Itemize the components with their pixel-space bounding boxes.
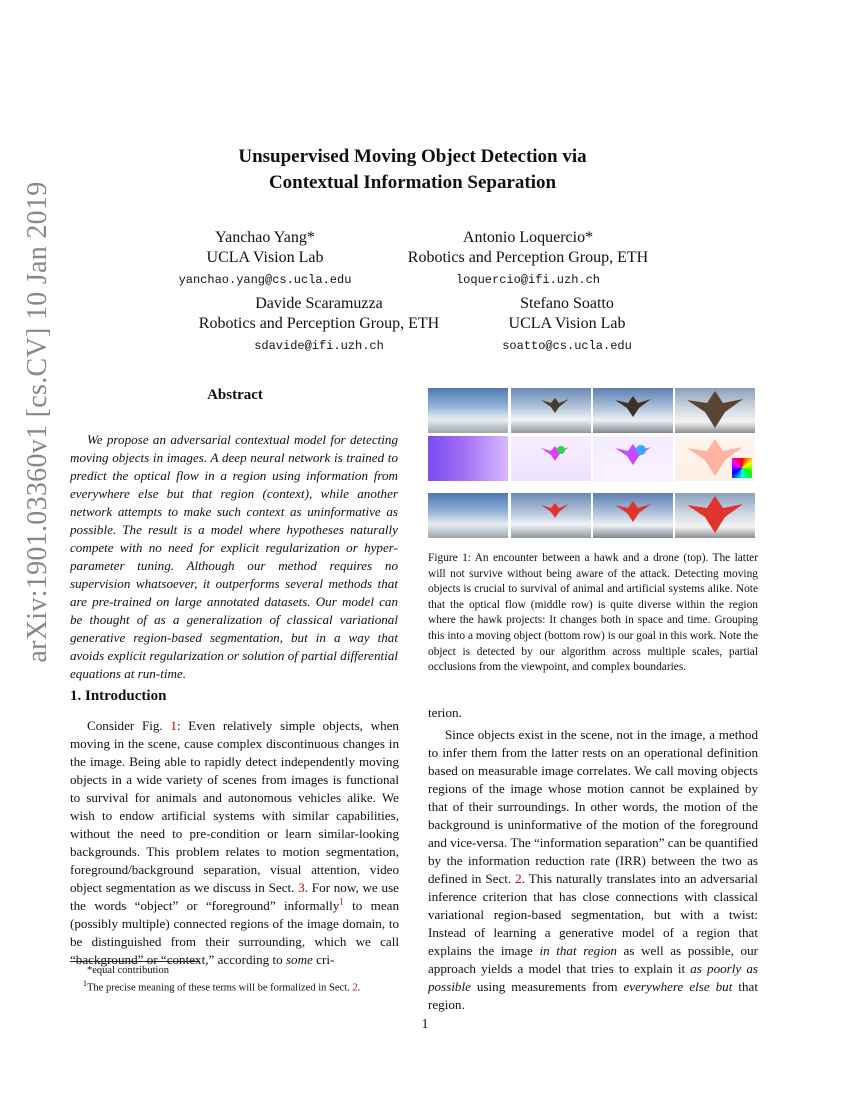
segmentation-thumbnail [428, 493, 508, 538]
author-name: Antonio Loquercio* [462, 229, 594, 246]
optical-flow-thumbnail [511, 436, 591, 481]
hawk-icon [541, 394, 569, 414]
frame-thumbnail [511, 388, 591, 433]
author-block-soatto [482, 294, 652, 357]
figure-1-image-grid [428, 388, 758, 538]
arxiv-stamp: arXiv:1901.03360v1 [cs.CV] 10 Jan 2019 [22, 181, 53, 663]
footnote-1: $^1$The precise meaning of these terms will be formalized in Sect. 2. [83, 979, 361, 994]
intro-paragraph-1-continued: terion. [428, 705, 462, 720]
author-email[interactable]: soatto@cs.ucla.edu [502, 339, 632, 353]
author-affiliation: UCLA Vision Lab [206, 249, 324, 266]
author-name: Yanchao Yang* [215, 229, 315, 246]
hawk-icon [615, 392, 651, 418]
mask-icon [541, 499, 569, 519]
intro-paragraph-2: Since objects exist in the scene, not in the image, a method to infer them from the latter rests on an operational definition based on measurable image correlates. We call moving objects regions of the image whose motion cannot be explained by that of their surroundings. In other words, the motion of the background is uninformative of the motion of the foreground and vice-versa. The “information separation” can be quantified by the information reduction rate (IRR) between the two as defined in Sect. 2. This naturally translates into an adversarial inference criterion that has close connections with classical variational region-based segmentation, but with a twist: Instead of learning a generative model of a region that explains the image in that region as well as possible, our approach yields a model that tries to explain it as poorly as possible using measurements from everywhere else but that region. [428, 727, 759, 1012]
mask-icon [615, 497, 651, 523]
author-affiliation: UCLA Vision Lab [508, 315, 626, 332]
section-reference-link[interactable]: 2 [352, 982, 358, 994]
author-email[interactable]: loquercio@ifi.uzh.ch [455, 273, 601, 287]
flow-blob-icon [541, 442, 569, 462]
mask-icon [687, 493, 743, 533]
title-line-2: Contextual Information Separation [268, 172, 557, 193]
optical-flow-thumbnail [593, 436, 673, 481]
author-block-scaramuzza [188, 294, 450, 357]
author-name: Davide Scaramuzza [255, 295, 383, 312]
segmentation-thumbnail [675, 493, 755, 538]
abstract-heading: Abstract [207, 387, 263, 403]
author-email[interactable]: sdavide@ifi.uzh.ch [254, 339, 384, 353]
author-block-loquercio [398, 228, 658, 291]
author-name: Stefano Soatto [520, 295, 614, 312]
title-line-1: Unsupervised Moving Object Detection via [238, 146, 587, 167]
author-block-yang [170, 228, 360, 291]
section-heading-introduction: 1. Introduction [70, 688, 167, 704]
footnote-marker-link[interactable]: 1 [339, 896, 344, 907]
optical-flow-thumbnail [428, 436, 508, 481]
frame-thumbnail [428, 388, 508, 433]
section-reference-link[interactable]: 2 [515, 871, 522, 886]
segmentation-thumbnail [593, 493, 673, 538]
footnote-rule [70, 961, 200, 962]
optical-flow-thumbnail [675, 436, 755, 481]
figure-1-caption: Figure 1: An encounter between a hawk and a drone (top). The latter will not survive without being aware of the attack. Detecting moving objects is crucial to survival of animal and artificial systems alike. Note that the optical flow (middle row) is quite diverse within the region where the hawk projects: It changes both in space and time. Grouping this into a moving object (bottom row) is our goal in this work. Note the object is detected by our algorithm across multiple scales, partial occlusions from the viewpoint, and complex boundaries. [428, 552, 758, 674]
author-email[interactable]: yanchao.yang@cs.ucla.edu [178, 273, 352, 287]
color-wheel-icon [732, 458, 752, 478]
paper-title [150, 144, 675, 196]
hawk-icon [687, 388, 743, 428]
section-reference-link[interactable]: 3 [298, 880, 305, 895]
segmentation-thumbnail [511, 493, 591, 538]
author-affiliation: Robotics and Perception Group, ETH [198, 315, 440, 332]
flow-blob-icon [615, 440, 651, 466]
author-affiliation: Robotics and Perception Group, ETH [407, 249, 649, 266]
intro-paragraph-1: Consider Fig. 1: Even relatively simple objects, when moving in the scene, cause complex discontinuous changes in the image. Being able to rapidly detect independently moving objects in a wide variety of scenes from images is functional to survival for animals and autonomous vehicles alike. We wish to endow artificial systems with similar capabilities, without the need to pre-condition or learn similar-looking backgrounds. This problem relates to motion segmentation, foreground/background separation, visual attention, video object segmentation as we discuss in Sect. 3. For now, we use the words “object” or “foreground” informally$^1$ to mean (possibly multiple) connected regions of the image domain, to be distinguished from their surrounding, which we call “background” or “context,” according to some cri- [70, 718, 399, 967]
page-number: 1 [421, 1017, 429, 1032]
figure-reference-link[interactable]: 1 [170, 718, 177, 733]
footnote-equal-contribution: *equal contribution [87, 965, 169, 976]
frame-thumbnail [593, 388, 673, 433]
abstract-text: We propose an adversarial contextual model for detecting moving objects in images. A deep neural network is trained to predict the optical flow in a region using information from everywhere else but that region (context), while another network attempts to make such context as uninformative as possible. The result is a model where hypotheses naturally compete with no need for explicit regularization or hyper-parameter tuning. Although our method requires no supervision whatsoever, it outperforms several methods that are pre-trained on large annotated datasets. Our model can be thought of as a generalization of classical variational generative region-based segmentation, but in a way that avoids explicit regularization or solution of partial differential equations at run-time. [70, 432, 398, 681]
frame-thumbnail [675, 388, 755, 433]
